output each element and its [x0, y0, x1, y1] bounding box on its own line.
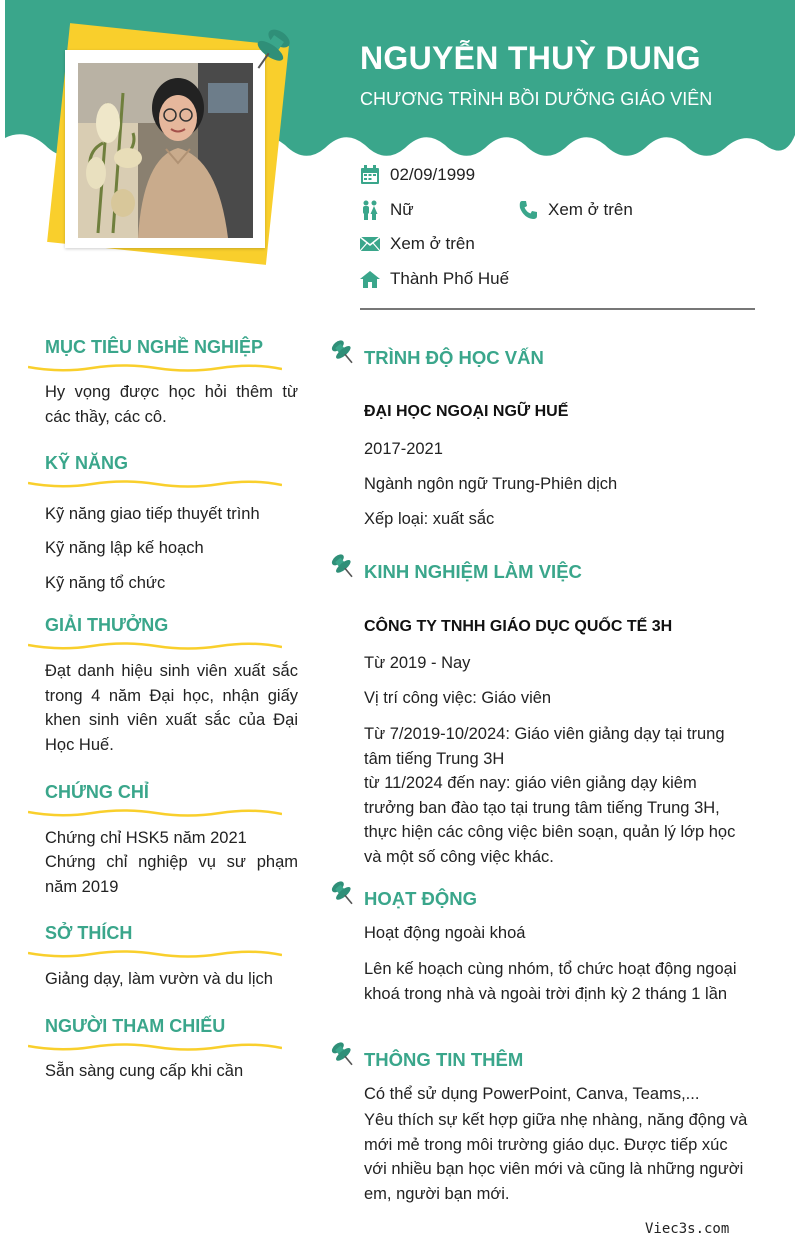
contact-gender [360, 200, 414, 220]
skill-item: Kỹ năng giao tiếp thuyết trình [45, 505, 260, 523]
contact-address [360, 269, 509, 289]
experience-company: CÔNG TY TNHH GIÁO DỤC QUỐC TẾ 3H [364, 618, 673, 635]
email-value: Xem ở trên [390, 234, 475, 253]
pushpin-icon [328, 337, 358, 372]
phone-value: Xem ở trên [548, 200, 633, 219]
references-text: Sẵn sàng cung cấp khi cần [45, 1062, 244, 1080]
education-grade: Xếp loại: xuất sắc [364, 510, 495, 528]
objective-text: Hy vọng được học hỏi thêm từ các thầy, các cô. [45, 383, 298, 426]
contact-divider [360, 308, 755, 310]
skill-item: Kỹ năng lập kế hoạch [45, 539, 204, 557]
education-major: Ngành ngôn ngữ Trung-Phiên dịch [364, 475, 618, 493]
skills-title: KỸ NĂNG [45, 453, 129, 473]
footer-brand[interactable]: Viec3s.com [645, 1221, 730, 1237]
pushpin-icon [328, 551, 358, 586]
home-icon [360, 269, 380, 289]
objective-underline [28, 363, 282, 373]
activities-name: Hoạt động ngoài khoá [364, 924, 526, 942]
hobbies-text: Giảng dạy, làm vườn và du lịch [45, 970, 273, 988]
more-info-line-2: Yêu thích sự kết hợp giữa nhẹ nhàng, năng động và mới mẻ trong môi trường giáo dục. Được tiếp xúc với nhiều bạn học viên mới và cũng là những người em, người bạn mới. [364, 1111, 748, 1203]
pushpin-icon [328, 1039, 358, 1074]
profile-photo-block [40, 28, 290, 273]
experience-period: Từ 2019 - Nay [364, 654, 471, 672]
certificates-title: CHỨNG CHỈ [45, 782, 149, 802]
education-school: ĐẠI HỌC NGOẠI NGỮ HUẾ [364, 403, 569, 420]
activities-detail: Lên kế hoạch cùng nhóm, tổ chức hoạt động ngoại khoá trong nhà và ngoài trời định kỳ 2 tháng 1 lần [364, 960, 737, 1003]
education-years: 2017-2021 [364, 440, 443, 458]
profile-photo [78, 63, 253, 238]
contact-phone [518, 200, 633, 220]
candidate-name: NGUYỄN THUỲ DUNG [360, 40, 701, 76]
contact-dob [360, 165, 475, 185]
certificate-item: Chứng chỉ nghiệp vụ sư phạm năm 2019 [45, 853, 298, 896]
awards-title: GIẢI THƯỞNG [45, 615, 169, 635]
gender-value: Nữ [390, 200, 414, 219]
more-info-title: THÔNG TIN THÊM [364, 1049, 524, 1070]
certificates-underline [28, 808, 282, 818]
education-title: TRÌNH ĐỘ HỌC VẤN [364, 347, 544, 368]
awards-underline [28, 641, 282, 651]
calendar-icon [360, 165, 380, 185]
experience-detail-2: từ 11/2024 đến nay: giáo viên giảng dạy kiêm trưởng ban đào tạo tại trung tâm tiếng Trung 3H, thực hiện các công việc biên soạn, quản lý lớp học và một số công việc khác. [364, 774, 736, 866]
photo-frame [65, 50, 265, 248]
certificate-item: Chứng chỉ HSK5 năm 2021 [45, 829, 247, 847]
phone-icon [518, 200, 538, 220]
hobbies-underline [28, 949, 282, 959]
experience-position: Vị trí công việc: Giáo viên [364, 689, 552, 707]
objective-title: MỤC TIÊU NGHỀ NGHIỆP [45, 337, 264, 357]
skills-underline [28, 479, 282, 489]
address-value: Thành Phố Huế [390, 269, 510, 288]
more-info-line-1: Có thể sử dụng PowerPoint, Canva, Teams,... [364, 1085, 700, 1103]
awards-text: Đạt danh hiệu sinh viên xuất sắc trong 4 năm Đại học, nhận giấy khen sinh viên xuất sắc của Đại Học Huế. [45, 662, 298, 754]
pushpin-icon [245, 24, 297, 81]
contact-email [360, 234, 475, 254]
dob-value: 02/09/1999 [390, 165, 476, 184]
hobbies-title: SỞ THÍCH [45, 923, 133, 943]
experience-detail-1: Từ 7/2019-10/2024: Giáo viên giảng dạy tại trung tâm tiếng Trung 3H [364, 725, 725, 768]
candidate-subtitle: CHƯƠNG TRÌNH BỒI DƯỠNG GIÁO VIÊN [360, 89, 713, 109]
skill-item: Kỹ năng tổ chức [45, 574, 166, 592]
references-underline [28, 1042, 282, 1052]
email-icon [360, 234, 380, 254]
references-title: NGƯỜI THAM CHIẾU [45, 1016, 226, 1036]
activities-title: HOẠT ĐỘNG [364, 888, 478, 909]
experience-title: KINH NGHIỆM LÀM VIỆC [364, 561, 582, 582]
gender-icon [360, 200, 380, 220]
pushpin-icon [328, 878, 358, 913]
